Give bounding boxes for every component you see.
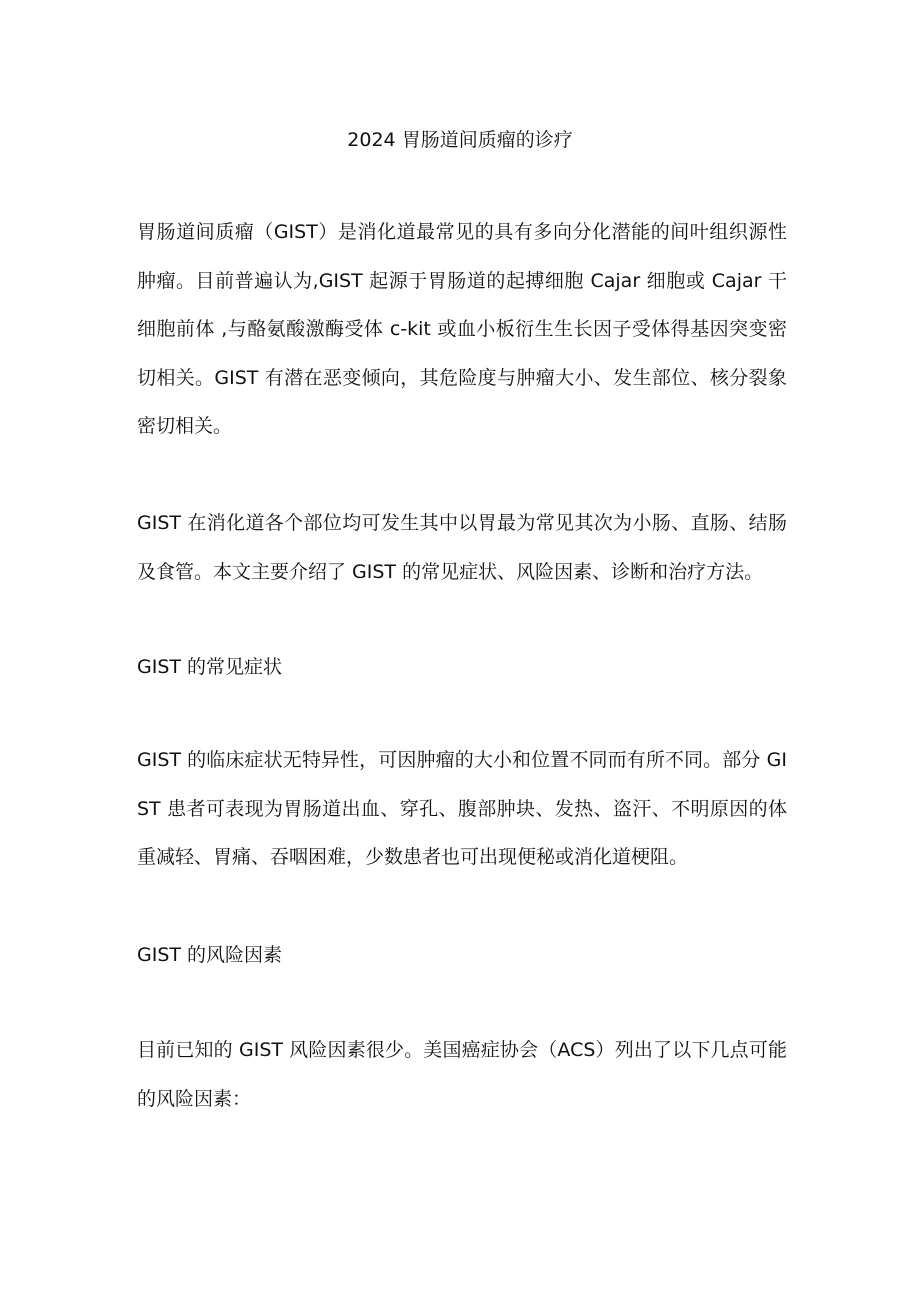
symptoms-paragraph: GIST 的临床症状无特异性，可因肿瘤的大小和位置不同而有所不同。部分 GIST 患者可表现为胃肠道出血、穿孔、腹部肿块、发热、盗汗、不明原因的体重减轻、胃痛、吞咽困难，少数患者也可出现便秘或消化道梗阻。 (137, 749, 787, 868)
location-paragraph: GIST 在消化道各个部位均可发生其中以胃最为常见其次为小肠、直肠、结肠及食管。本文主要介绍了 GIST 的常见症状、风险因素、诊断和治疗方法。 (137, 512, 787, 583)
symptoms-heading: GIST 的常见症状 (137, 656, 283, 678)
risk-factors-paragraph: 目前已知的 GIST 风险因素很少。美国癌症协会（ACS）列出了以下几点可能的风险因素： (137, 1039, 787, 1110)
intro-paragraph: 胃肠道间质瘤（GIST）是消化道最常见的具有多向分化潜能的间叶组织源性肿瘤。目前普遍认为,GIST 起源于胃肠道的起搏细胞 Cajar 细胞或 Cajar 干细胞前体 ,与酪氨酸激酶受体 c-kit 或血小板衍生生长因子受体得基因突变密切相关。GIST 有潜在恶变倾向，其危险度与肿瘤大小、发生部位、核分裂象密切相关。 (137, 221, 787, 437)
document-title: 2024 胃肠道间质瘤的诊疗 (347, 129, 573, 151)
risk-factors-heading: GIST 的风险因素 (137, 944, 283, 966)
